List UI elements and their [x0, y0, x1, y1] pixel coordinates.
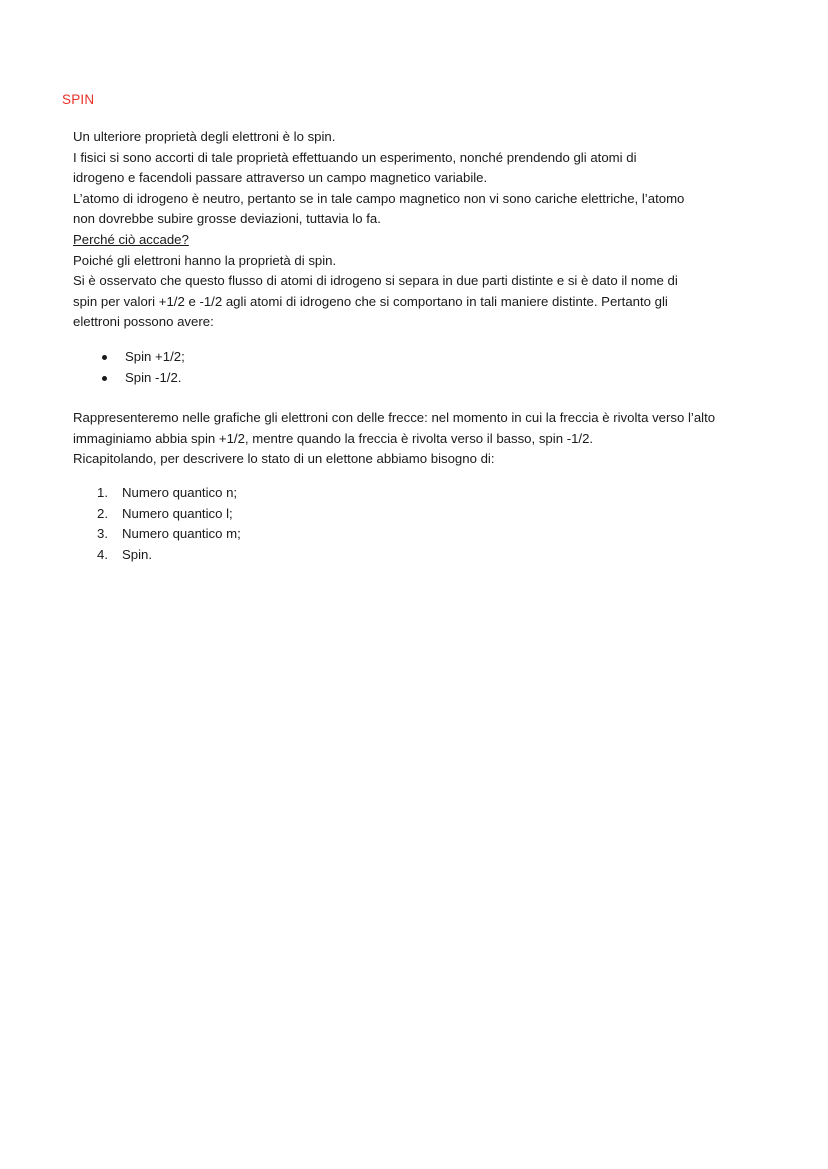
text-line: L’atomo di idrogeno è neutro, pertanto se in tale campo magnetico non vi sono cariche elettriche, l’atomo [73, 190, 685, 206]
text-line: spin per valori +1/2 e -1/2 agli atomi di idrogeno che si comportano in tali maniere distinte. Pertanto gli [73, 293, 668, 309]
text-line: Ricapitolando, per descrivere lo stato di un elettone abbiamo bisogno di: [73, 451, 495, 467]
bullet-item [73, 368, 773, 389]
text-line: Si è osservato che questo flusso di atomi di idrogeno si separa in due parti distinte e si è dato il nome di [73, 273, 678, 289]
text-line: Un ulteriore proprietà degli elettroni è lo spin. [73, 129, 336, 144]
text-line: Rappresenteremo nelle grafiche gli elettroni con delle frecce: nel momento in cui la freccia è rivolta verso l’alto [73, 410, 716, 426]
document-body [73, 127, 773, 565]
item-number: 3. [97, 526, 108, 542]
numbered-item [73, 504, 773, 525]
numbered-list [73, 483, 773, 565]
numbered-item [73, 483, 773, 504]
text-line: I fisici si sono accorti di tale proprietà effettuando un esperimento, nonché prendendo gli atomi di [73, 149, 637, 165]
item-text: Numero quantico n; [122, 484, 238, 500]
text-line: non dovrebbe subire grosse deviazioni, tuttavia lo fa. [73, 211, 381, 227]
bullet-item [73, 347, 773, 368]
bullet-text: Spin -1/2. [125, 369, 182, 385]
item-number: 4. [97, 546, 108, 562]
section-heading: SPIN [62, 92, 95, 107]
question-line: Perché ciò accade? [73, 231, 189, 247]
text-line: elettroni possono avere: [73, 314, 214, 330]
text-line: idrogeno e facendoli passare attraverso un campo magnetico variabile. [73, 170, 488, 186]
item-text: Spin. [122, 546, 153, 562]
text-line: Poiché gli elettroni hanno la proprietà di spin. [73, 252, 337, 268]
bullet-icon [102, 376, 107, 381]
numbered-item [73, 545, 773, 566]
text-line: immaginiamo abbia spin +1/2, mentre quando la freccia è rivolta verso il basso, spin -1/2. [73, 430, 594, 446]
bullet-list [73, 347, 773, 388]
item-number: 1. [97, 484, 108, 500]
numbered-item [73, 524, 773, 545]
item-text: Numero quantico l; [122, 505, 233, 521]
bullet-icon [102, 355, 107, 360]
item-text: Numero quantico m; [122, 526, 241, 542]
item-number: 2. [97, 505, 108, 521]
bullet-text: Spin +1/2; [125, 348, 185, 364]
